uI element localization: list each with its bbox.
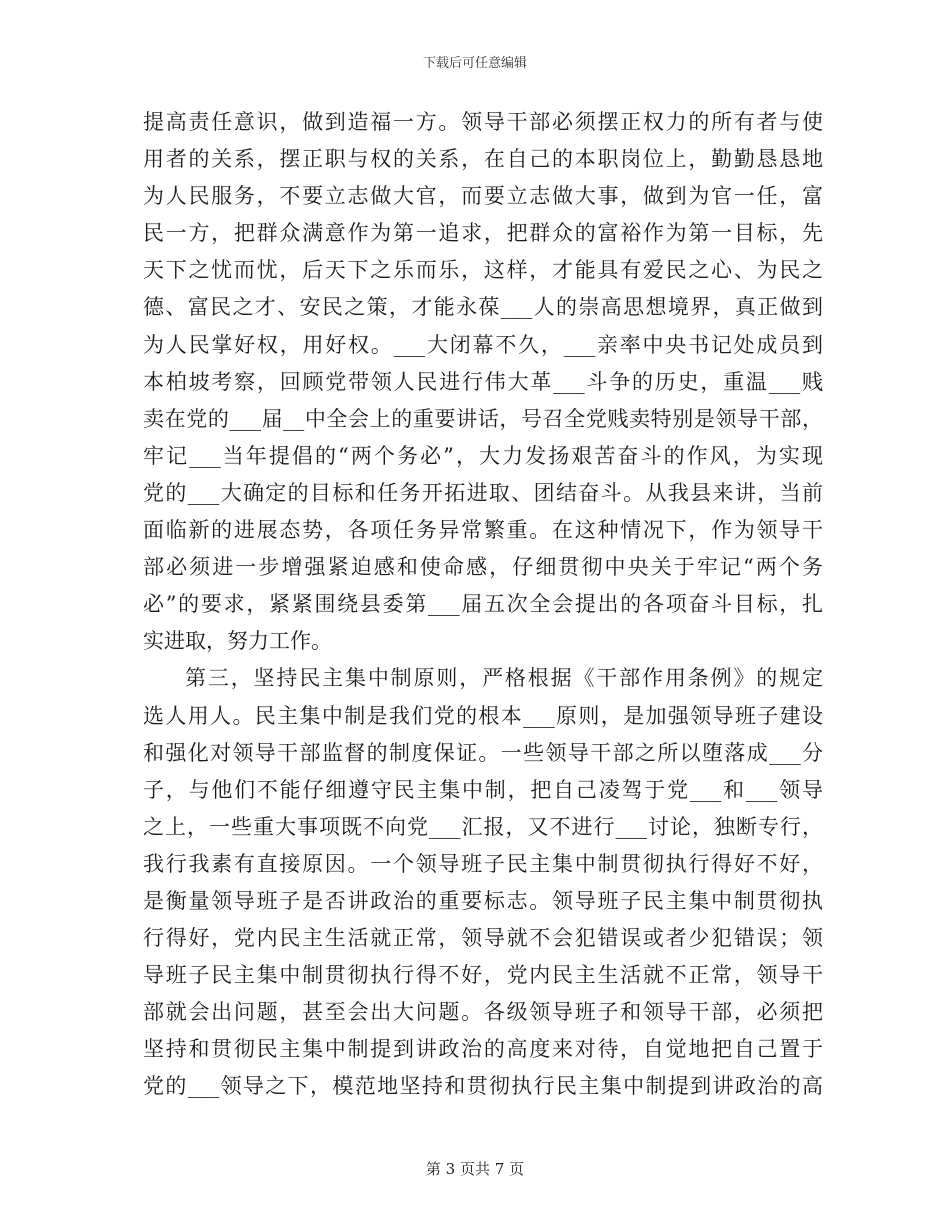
text-line: 德、富民之才、安民之策，才能永葆___人的崇高思想境界，真正做到	[143, 295, 823, 320]
text-line: 部必须进一步增强紧迫感和使命感，仔细贯彻中央关于牢记“两个务	[143, 555, 823, 580]
text-line: 本柏坡考察，回顾党带领人民进行伟大革___斗争的历史，重温___贱	[143, 369, 823, 394]
text-line: 为人民掌好权，用好权。___大闭幕不久，___亲率中央书记处成员到	[143, 332, 823, 357]
text-line: 牢记___当年提倡的“两个务必”，大力发扬艰苦奋斗的作风，为实现	[143, 443, 823, 468]
text-line: 党的___大确定的目标和任务开拓进取、团结奋斗。从我县来讲，当前	[143, 480, 823, 505]
text-line: 为人民服务，不要立志做大官，而要立志做大事，做到为官一任，富	[143, 184, 823, 209]
page-number: 第 3 页共 7 页	[425, 1160, 525, 1178]
text-line: 部就会出问题，甚至会出大问题。各级领导班子和领导干部，必须把	[143, 1000, 823, 1025]
text-line-paragraph-start: 第三，坚持民主集中制原则，严格根据《干部作用条例》的规定	[185, 666, 823, 691]
text-line: 是衡量领导班子是否讲政治的重要标志。领导班子民主集中制贯彻执	[143, 888, 823, 913]
text-line: 卖在党的___届__中全会上的重要讲话，号召全党贱卖特别是领导干部，	[143, 406, 823, 431]
text-line: 选人用人。民主集中制是我们党的根本___原则，是加强领导班子建设	[143, 703, 823, 728]
text-line: 我行我素有直接原因。一个领导班子民主集中制贯彻执行得好不好，	[143, 851, 823, 876]
text-line: 导班子民主集中制贯彻执行得不好，党内民主生活就不正常，领导干	[143, 963, 823, 988]
text-line: 民一方，把群众满意作为第一追求，把群众的富裕作为第一目标，先	[143, 221, 823, 246]
text-line: 提高责任意识，做到造福一方。领导干部必须摆正权力的所有者与使	[143, 110, 823, 134]
text-line: 党的___领导之下，模范地坚持和贯彻执行民主集中制提到讲政治的高	[143, 1074, 823, 1099]
document-body	[143, 104, 823, 1106]
text-line: 面临新的进展态势，各项任务异常繁重。在这种情况下，作为领导干	[143, 518, 823, 543]
text-line: 必”的要求，紧紧围绕县委第___届五次全会提出的各项奋斗目标，扎	[143, 592, 823, 617]
text-line: 天下之忧而忧，后天下之乐而乐，这样，才能具有爱民之心、为民之	[143, 258, 823, 283]
text-line: 之上，一些重大事项既不向党___汇报，又不进行___讨论，独断专行，	[143, 814, 823, 839]
text-line-paragraph-end: 实进取，努力工作。	[143, 629, 332, 654]
text-line: 用者的关系，摆正职与权的关系，在自己的本职岗位上，勤勤恳恳地	[143, 147, 823, 172]
text-line: 子，与他们不能仔细遵守民主集中制，把自己凌驾于党___和___领导	[143, 777, 823, 802]
page-header: 下载后可任意编辑	[422, 56, 527, 71]
text-line: 行得好，党内民主生活就正常，领导就不会犯错误或者少犯错误；领	[143, 926, 823, 951]
text-line: 坚持和贯彻民主集中制提到讲政治的高度来对待，自觉地把自己置于	[143, 1037, 823, 1062]
text-line: 和强化对领导干部监督的制度保证。一些领导干部之所以堕落成___分	[143, 740, 823, 765]
